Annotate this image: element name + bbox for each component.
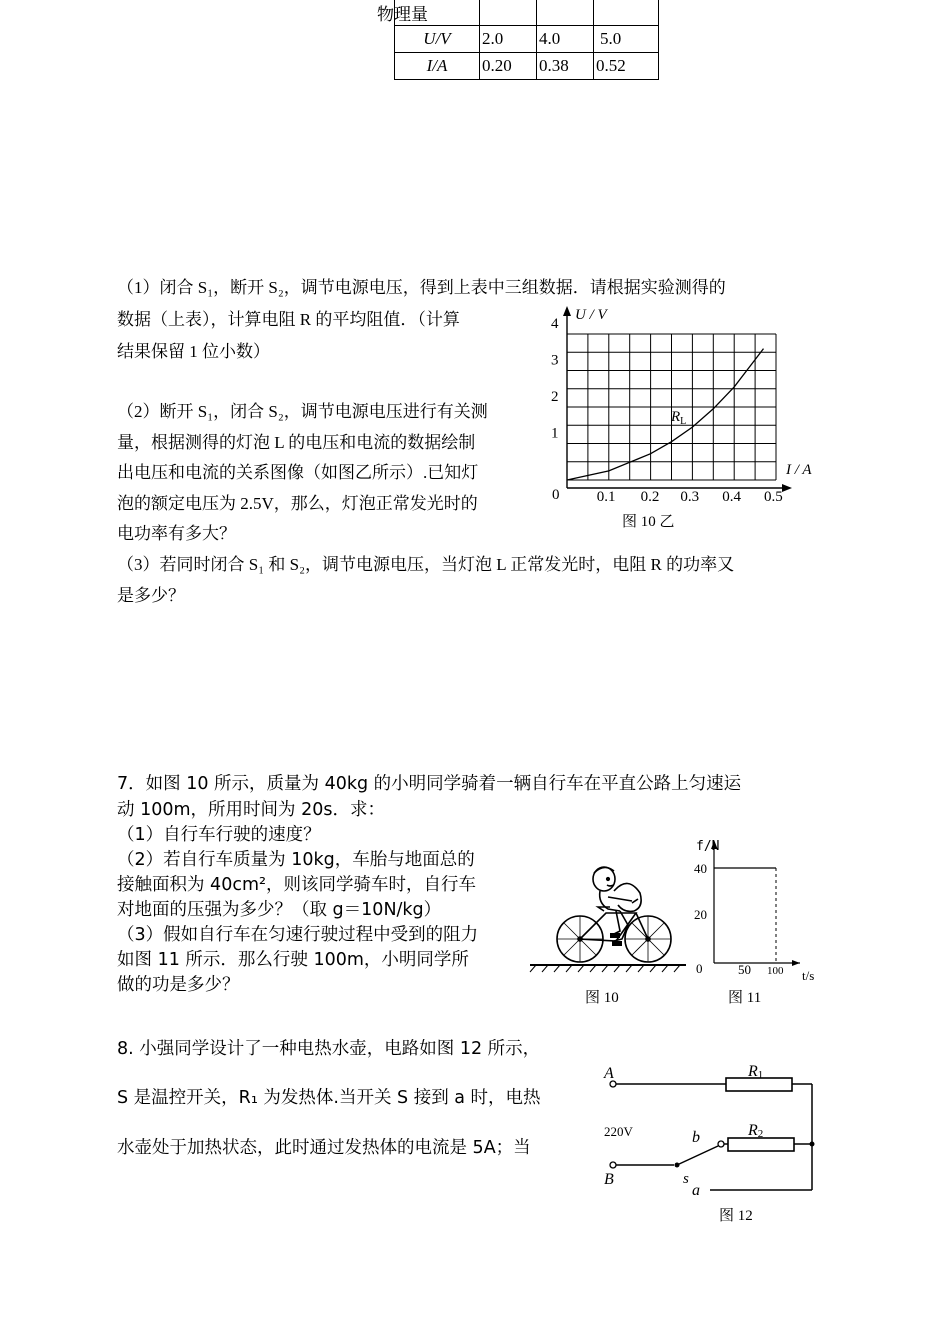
table-row bbox=[395, 53, 659, 80]
r1-label: R1 bbox=[748, 1063, 764, 1081]
f-tick-40: 40 bbox=[694, 861, 707, 876]
q6-part3-line1: （3）若同时闭合 S₁ 和 S₂，调节电源电压，当灯泡 L 正常发光时，电阻 R 的功率又 bbox=[117, 555, 735, 574]
fig12-caption: 图 12 bbox=[719, 1208, 753, 1224]
rider bbox=[593, 867, 641, 941]
q6-part2-line3: 出电压和电流的关系图像（如图乙所示）.已知灯 bbox=[117, 463, 479, 482]
x-tick-label: 0.2 bbox=[640, 489, 660, 505]
table-header-cell: 物理量 bbox=[395, 0, 480, 26]
iu-grid bbox=[567, 334, 776, 480]
y-axis-arrow bbox=[563, 306, 571, 316]
table-row bbox=[395, 26, 659, 53]
y-tick-label: 3 bbox=[551, 352, 559, 369]
q6-part2-line1: （2）断开 S₁，闭合 S₂，调节电源电压进行有关测 bbox=[117, 402, 488, 421]
q7-line9: 做的功是多少？ bbox=[117, 975, 240, 995]
origin-label: 0 bbox=[552, 487, 560, 503]
label-a-terminal: A bbox=[604, 1065, 614, 1082]
t-tick-100: 100 bbox=[767, 965, 784, 977]
q8-line1: 8. 小强同学设计了一种电热水壶，电路如图 12 所示， bbox=[117, 1039, 541, 1059]
y-tick-label: 4 bbox=[551, 316, 559, 332]
table-cell: 0.38 bbox=[537, 53, 594, 80]
ft-graph bbox=[690, 835, 840, 985]
q6-part1-line3: 结果保留 1 位小数） bbox=[117, 342, 270, 361]
q8-line2: S 是温控开关，R₁ 为发热体.当开关 S 接到 a 时，电热 bbox=[117, 1088, 541, 1108]
graph-caption: 图 10 乙 bbox=[622, 514, 675, 530]
bicycle bbox=[557, 899, 671, 962]
q6-part2-line5: 电功率有多大？ bbox=[117, 524, 236, 543]
switch-label: s bbox=[683, 1171, 689, 1187]
q7-line2: 动 100m，所用时间为 20s．求： bbox=[117, 800, 385, 820]
x-tick-label: 0.3 bbox=[680, 489, 700, 505]
q7-line1: 7．如图 10 所示，质量为 40kg 的小明同学骑着一辆自行车在平直公路上匀速运 bbox=[117, 774, 742, 794]
fig11-caption: 图 11 bbox=[728, 990, 762, 1006]
ft-origin: 0 bbox=[696, 961, 703, 976]
q7-line7: （3）假如自行车在匀速行驶过程中受到的阻力 bbox=[117, 925, 479, 945]
ground-hatch bbox=[530, 965, 680, 972]
y-axis-label: U / V bbox=[575, 307, 607, 323]
q7-line3: （1）自行车行驶的速度？ bbox=[117, 825, 321, 845]
table-cell: 0.52 bbox=[594, 53, 659, 80]
x-tick-label: 0.5 bbox=[764, 489, 783, 505]
contact-a-label: a bbox=[692, 1182, 700, 1199]
x-tick-label: 0.4 bbox=[722, 489, 741, 505]
table-row bbox=[395, 0, 659, 26]
contact-b-label: b bbox=[692, 1129, 700, 1146]
t-axis-label: t/s bbox=[802, 968, 815, 983]
q6-part1-line2: 数据（上表），计算电阻 R 的平均阻值．（计算 bbox=[117, 310, 460, 329]
contact-b bbox=[718, 1141, 724, 1147]
q7-line4: （2）若自行车质量为 10kg，车胎与地面总的 bbox=[117, 850, 475, 870]
f-axis-label: f/N bbox=[696, 839, 720, 854]
table-cell: 2.0 bbox=[480, 26, 537, 53]
iu-ticks bbox=[551, 316, 783, 505]
table-cell: 4.0 bbox=[537, 26, 594, 53]
label-b-terminal: B bbox=[604, 1171, 614, 1188]
y-tick-label: 2 bbox=[551, 389, 559, 405]
junction-dot bbox=[810, 1142, 815, 1147]
cyclist-illustration bbox=[528, 855, 688, 975]
data-table bbox=[377, 0, 659, 80]
fig10-caption: 图 10 bbox=[585, 990, 619, 1006]
q8-line3: 水壶处于加热状态，此时通过发热体的电流是 5A；当 bbox=[117, 1138, 531, 1158]
q7-line6: 对地面的压强为多少？（取 g＝10N/kg） bbox=[117, 900, 442, 920]
x-tick-label: 0.1 bbox=[596, 489, 616, 505]
table-cell: 0.20 bbox=[480, 53, 537, 80]
q7-line8: 如图 11 所示．那么行驶 100m，小明同学所 bbox=[117, 950, 469, 970]
table-cell: 5.0 bbox=[594, 26, 659, 53]
q7-line5: 接触面积为 40cm²，则该同学骑车时，自行车 bbox=[117, 875, 477, 895]
x-axis-label: I / A bbox=[786, 462, 812, 478]
curve-label: $R_L$ bbox=[671, 409, 687, 427]
switch-lever bbox=[677, 1146, 718, 1165]
table-row-label: U/V bbox=[395, 26, 480, 53]
f-tick-20: 20 bbox=[694, 907, 707, 922]
t-tick-50: 50 bbox=[738, 962, 751, 977]
iu-graph bbox=[540, 300, 830, 540]
y-tick-label: 1 bbox=[551, 425, 559, 442]
t-axis-arrow bbox=[792, 960, 800, 966]
q6-part2-line2: 量，根据测得的灯泡 L 的电压和电流的数据绘制 bbox=[117, 433, 476, 452]
r2-label: R2 bbox=[748, 1122, 764, 1140]
voltage-label: 220V bbox=[604, 1124, 633, 1139]
x-axis-arrow bbox=[782, 484, 792, 492]
q6-part1-line1: （1）闭合 S₁，断开 S₂，调节电源电压，得到上表中三组数据．请根据实验测得的 bbox=[117, 278, 726, 297]
terminal-b bbox=[610, 1162, 616, 1168]
q6-part2-line4: 泡的额定电压为 2.5V，那么，灯泡正常发光时的 bbox=[117, 494, 478, 513]
heater-circuit bbox=[600, 1060, 830, 1230]
table-row-label: I/A bbox=[395, 53, 480, 80]
q6-part3-line2: 是多少？ bbox=[117, 586, 185, 605]
